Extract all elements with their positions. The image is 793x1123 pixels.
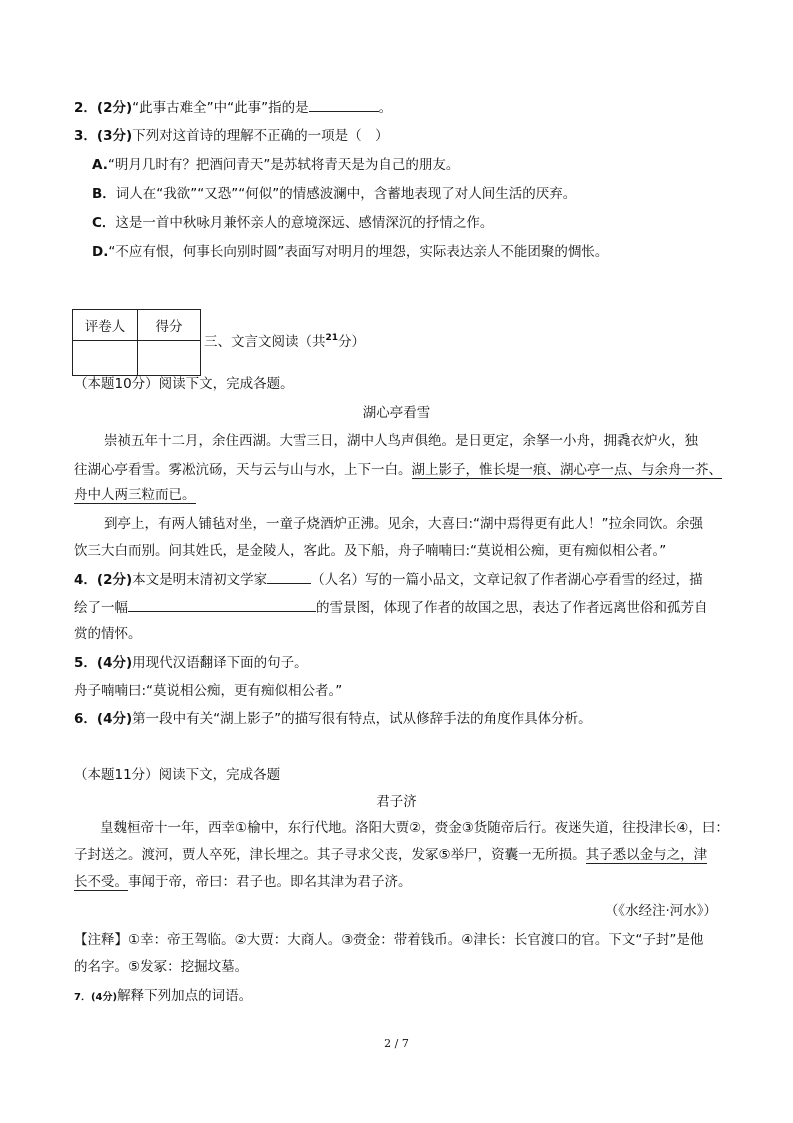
passage-line: 皇魏桓帝十一年，西幸①榆中，东行代地。洛阳大贾②，赍金③货随帝后行。夜迷失道，往投津长④，曰： [100,820,729,836]
option-letter: A. [92,157,108,173]
translation-sentence: 舟子喃喃曰:“莫说相公痴，更有痴似相公者。” [74,683,343,699]
annotation-line: 的名字。⑤发冢：挖掘坟墓。 [74,959,249,975]
question-points: (4分) [90,992,118,1003]
grader-header: 评卷人 [73,310,138,341]
page-number: 2 / 7 [384,1037,409,1050]
section-title [204,328,365,352]
question-number: 4． [74,572,97,588]
underlined-sentence: 其子悉以金与之，津 [585,847,708,863]
author-blank[interactable] [267,569,311,584]
passage-line [74,872,412,892]
option-b[interactable] [92,184,576,204]
question-points: (2分) [96,572,133,588]
passage-line [74,845,707,865]
option-text: “不应有恨，何事长向别时圆”表面写对明月的埋怨，实际表达亲人不能团聚的惆怅。 [108,244,609,260]
option-a[interactable] [92,155,459,175]
passage-line: 饮三大白而别。问其姓氏，是金陵人，客此。及下船，舟子喃喃曰:“莫说相公痴，更有痴似相公者。” [74,543,667,559]
section-title-pre: 三、文言文阅读（共 [204,334,326,350]
question-7 [74,986,252,1008]
question-points: (4分) [96,711,133,727]
question-text: 绘了一幅 [74,600,128,616]
passage-line [74,460,722,480]
section-title-post: 分） [338,334,366,350]
question-points: (2分) [96,100,133,116]
question-4-line-3: 赏的情怀。 [74,626,142,642]
passage-text: 往湖心亭看雪。雾凇沆砀，天与云与山与水，上下一白。 [74,462,412,478]
question-number: 7． [74,992,91,1003]
passage-line [74,485,196,505]
section-points: 21 [325,333,339,343]
underlined-sentence: 湖上影子，惟长堤一痕、湖心亭一点、与余舟一芥、 [411,462,722,478]
question-6 [74,709,592,729]
grader-cell[interactable] [73,341,138,376]
passage-intro: （本题11分）阅读下文，完成各题 [74,767,281,783]
question-5 [74,653,308,673]
question-points: (3分) [96,128,133,144]
question-text: （人名）写的一篇小品文，文章记叙了作者湖心亭看雪的经过，描 [311,572,703,588]
passage-line: 到亭上，有两人铺毡对坐，一童子烧酒炉正沸。见余，大喜曰:“湖中焉得更有此人！”拉余同饮。余强 [104,516,704,532]
annotation-line: 【注释】①幸：帝王驾临。②大贾：大商人。③赍金：带着钱币。④津长：长官渡口的官。下文“子封”是他 [74,932,704,948]
question-4-line-2 [74,597,708,618]
question-text: 的雪景图，体现了作者的故国之思，表达了作者远离世俗和孤芳自 [316,600,708,616]
option-letter: C． [92,215,116,231]
passage-title: 君子济 [376,794,417,810]
option-letter: B． [92,186,116,202]
question-points: (4分) [96,655,133,671]
option-letter: D. [92,244,109,260]
score-header: 得分 [138,310,201,341]
question-text: 解释下列加点的词语。 [117,988,253,1004]
answer-blank[interactable] [309,97,379,112]
option-text: 这是一首中秋咏月兼怀亲人的意境深远、感情深沉的抒情之作。 [115,215,494,231]
score-cell[interactable] [138,341,201,376]
passage-title: 湖心亭看雪 [362,405,431,421]
question-end: 。 [378,100,393,116]
source-citation: （《水经注·河水》） [604,903,717,919]
passage-intro: （本题10分）阅读下文，完成各题。 [74,376,294,392]
question-number: 2． [74,100,97,116]
question-4 [74,569,703,590]
score-table [72,309,201,376]
question-number: 5． [74,655,97,671]
question-text: 用现代汉语翻译下面的句子。 [132,655,308,671]
option-text: 词人在“我欲”“又恐”“何似”的情感波澜中，含蓄地表现了对人间生活的厌弃。 [115,186,577,202]
passage-line: 崇祯五年十二月，余住西湖。大雪三日，湖中人鸟声俱绝。是日更定，余拏一小舟，拥毳衣炉火，独 [104,433,698,449]
passage-text: 事闻于帝，帝曰：君子也。即名其津为君子济。 [128,874,412,890]
passage-text: 子封送之。渡河，贾人卒死，津长埋之。其子寻求父丧，发冢⑤举尸，资囊一无所损。 [74,847,586,863]
option-c[interactable] [92,213,493,233]
question-text: “此事古难全”中“此事”指的是 [132,100,309,116]
underlined-sentence: 长不受。 [74,874,128,890]
question-text: 下列对这首诗的理解不正确的一项是（ ） [132,128,389,144]
question-number: 6． [74,711,97,727]
option-d[interactable] [92,242,608,262]
question-2 [74,97,392,118]
question-text: 第一段中有关“湖上影子”的描写很有特点，试从修辞手法的角度作具体分析。 [132,711,592,727]
underlined-sentence: 舟中人两三粒而已。 [74,487,196,503]
question-3 [74,126,389,146]
scene-blank[interactable] [128,597,316,612]
option-text: “明月几时有？把酒问青天”是苏轼将青天是为自己的朋友。 [107,157,460,173]
question-number: 3． [74,128,97,144]
question-text: 本文是明末清初文学家 [132,572,268,588]
